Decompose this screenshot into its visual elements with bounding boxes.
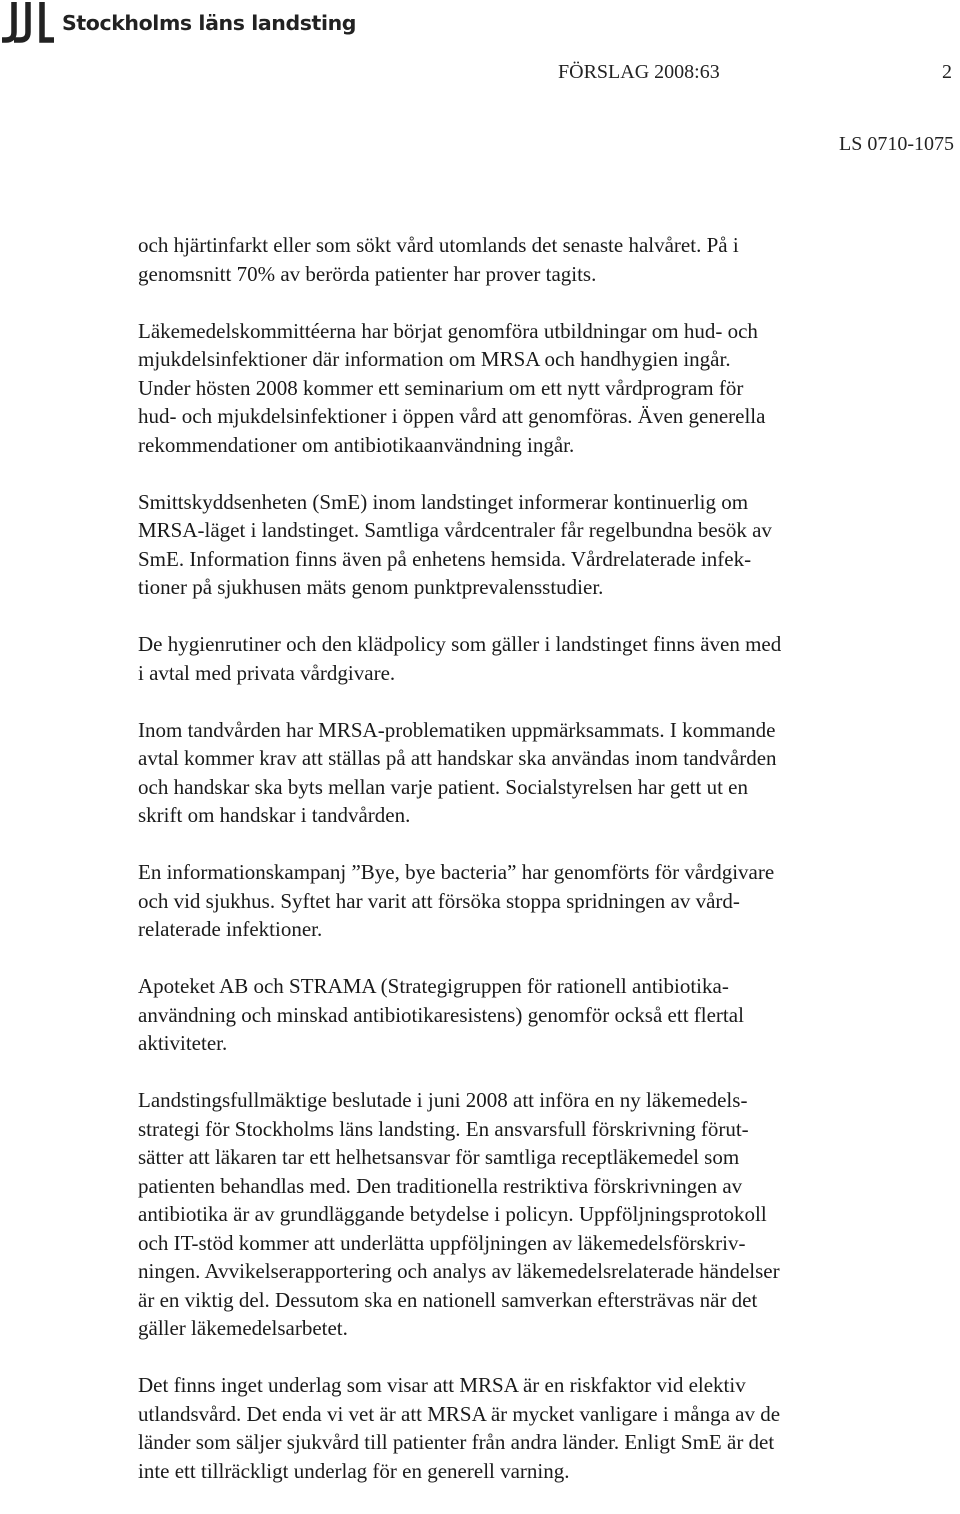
document-id: FÖRSLAG 2008:63 xyxy=(558,61,720,83)
paragraph xyxy=(138,858,928,944)
text-line: mjukdelsinfektioner där information om MRSA och handhygien ingår. xyxy=(138,347,731,371)
text-line: En informationskampanj ”Bye, bye bacteria” har genomförts för vårdgivare xyxy=(138,860,775,884)
paragraph xyxy=(138,317,928,460)
text-line: är en viktig del. Dessutom ska en nationell samverkan eftersträvas när det xyxy=(138,1287,758,1312)
text-line: länder som säljer sjukvård till patienter från andra länder. Enligt SmE är det xyxy=(138,1430,775,1454)
landsting-logo-icon xyxy=(2,2,54,44)
organization-logo xyxy=(2,0,356,46)
text-line: De hygienrutiner och den klädpolicy som gäller i landstinget finns även med xyxy=(138,632,782,656)
text-line: patienten behandlas med. Den traditionella restriktiva förskrivningen av xyxy=(138,1173,743,1198)
text-line: avtal kommer krav att ställas på att handskar ska användas inom tandvården xyxy=(138,746,777,770)
text-line: Apoteket AB och STRAMA (Strategigruppen för rationell antibiotika- xyxy=(138,974,729,998)
diary-number: LS 0710-1075 xyxy=(839,133,954,155)
text-line: Läkemedelskommittéerna har börjat genomföra utbildningar om hud- och xyxy=(138,318,758,343)
paragraph xyxy=(138,231,928,288)
text-line: sätter att läkaren tar ett helhetsansvar för samtliga receptläkemedel som xyxy=(138,1145,740,1169)
text-line: strategi för Stockholms läns landsting. En ansvarsfull förskrivning förut- xyxy=(138,1116,749,1141)
text-line: användning och minskad antibiotikaresistens) genomför också ett flertal xyxy=(138,1002,744,1027)
text-line: ningen. Avvikelserapportering och analys av läkemedelsrelaterade händelser xyxy=(138,1259,780,1283)
paragraph xyxy=(138,972,928,1058)
text-line: Under hösten 2008 kommer ett seminarium om ett nytt vårdprogram för xyxy=(138,375,744,400)
text-line: SmE. Information finns även på enhetens hemsida. Vårdrelaterade infek- xyxy=(138,546,752,571)
text-line: tioner på sjukhusen mäts genom punktprevalensstudier. xyxy=(138,575,604,599)
text-line: rekommendationer om antibiotikaanvändning ingår. xyxy=(138,432,575,457)
text-line: gäller läkemedelsarbetet. xyxy=(138,1316,348,1340)
text-line: Inom tandvården har MRSA-problematiken uppmärksammats. I kommande xyxy=(138,717,776,742)
text-line: utlandsvård. Det enda vi vet är att MRSA är mycket vanligare i många av de xyxy=(138,1401,781,1426)
paragraph xyxy=(138,1371,928,1485)
text-line: och hjärtinfarkt eller som sökt vård utomlands det senaste halvåret. På i xyxy=(138,233,739,257)
text-line: i avtal med privata vårdgivare. xyxy=(138,660,396,685)
text-line: genomsnitt 70% av berörda patienter har prover tagits. xyxy=(138,261,597,286)
text-line: inte ett tillräckligt underlag för en generell varning. xyxy=(138,1458,570,1483)
text-line: Landstingsfullmäktige beslutade i juni 2008 att införa en ny läkemedels- xyxy=(138,1088,748,1112)
text-line: relaterade infektioner. xyxy=(138,917,323,941)
text-line: och vid sjukhus. Syftet har varit att försöka stoppa spridningen av vård- xyxy=(138,888,740,913)
text-line: aktiviteter. xyxy=(138,1031,228,1055)
organization-name: Stockholms läns landsting xyxy=(62,11,357,35)
paragraph xyxy=(138,716,928,830)
text-line: och handskar ska byts mellan varje patient. Socialstyrelsen har gett ut en xyxy=(138,774,748,799)
paragraph xyxy=(138,630,928,687)
paragraph xyxy=(138,1086,928,1343)
text-line: hud- och mjukdelsinfektioner i öppen vård att genomföras. Även generella xyxy=(138,404,766,428)
text-line: MRSA-läget i landstinget. Samtliga vårdcentraler får regelbundna besök av xyxy=(138,518,772,542)
document-body xyxy=(138,231,928,1514)
text-line: Det finns inget underlag som visar att MRSA är en riskfaktor vid elektiv xyxy=(138,1373,746,1397)
paragraph xyxy=(138,488,928,602)
page-number: 2 xyxy=(942,61,952,83)
text-line: skrift om handskar i tandvården. xyxy=(138,803,411,827)
text-line: och IT-stöd kommer att underlätta uppföljningen av läkemedelsförskriv- xyxy=(138,1230,746,1255)
text-line: antibiotika är av grundläggande betydelse i policyn. Uppföljningsprotokoll xyxy=(138,1202,767,1226)
text-line: Smittskyddsenheten (SmE) inom landstinget informerar kontinuerlig om xyxy=(138,489,749,514)
